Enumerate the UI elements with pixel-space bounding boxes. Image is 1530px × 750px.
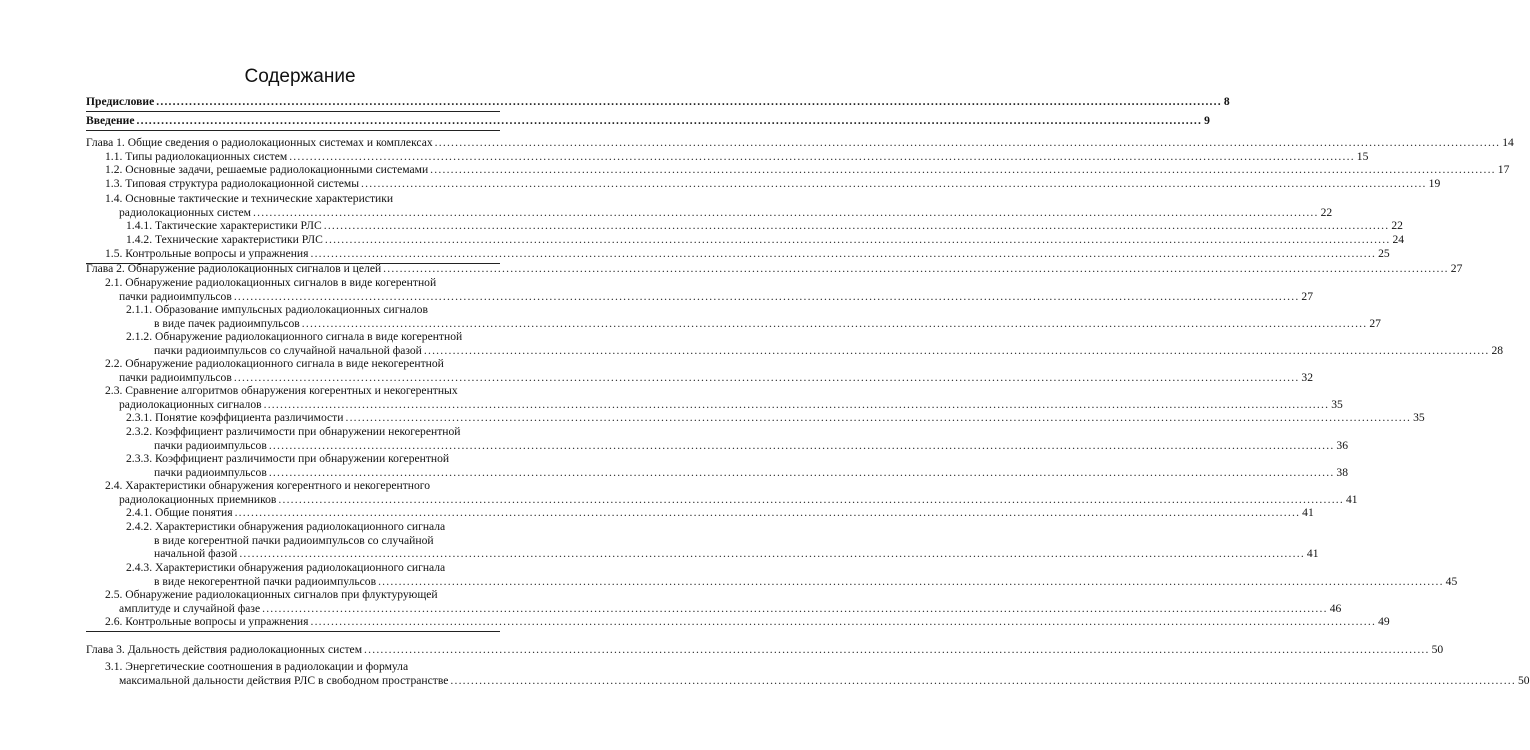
toc-entry-line [126, 452, 449, 466]
page-number: 15 [1356, 150, 1369, 163]
toc-entry-line [105, 163, 1510, 177]
toc-entry-line [154, 438, 1349, 453]
toc-entry-line [154, 547, 1319, 561]
toc-entry-text: 2.1.1. Образование импульсных радиолокационных сигналов [126, 303, 428, 316]
section-divider [86, 111, 500, 112]
page-number: 50 [1517, 673, 1530, 687]
toc-entry-text: 1.5. Контрольные вопросы и упражнения [105, 247, 309, 260]
toc-entry-line [119, 673, 1530, 688]
toc-entry-text: Введение [86, 114, 135, 127]
toc-entry-line [105, 150, 1369, 164]
dot-leader: .................................................................................................................................................................................................................................................................... [234, 506, 1301, 519]
toc-entry-text: 1.3. Типовая структура радиолокационной системы [105, 177, 360, 190]
dot-leader: .................................................................................................................................................................................................................................................................... [378, 574, 1444, 588]
page-number: 27 [1301, 289, 1314, 303]
toc-entry-line [105, 276, 436, 290]
toc-entry-line [154, 465, 1349, 480]
page-number: 49 [1378, 615, 1390, 628]
page-number: 8 [1223, 95, 1230, 108]
toc-entry-line [126, 330, 462, 344]
toc-entry-line [126, 561, 445, 575]
toc-entry-text: 2.1.2. Обнаружение радиолокационного сигнала в виде когерентной [126, 330, 463, 343]
toc-entry-text: радиолокационных приемников [119, 492, 277, 506]
toc-entry-line [105, 588, 438, 602]
toc-entry-line [105, 384, 458, 398]
toc-entry-text: 2.4.3. Характеристики обнаружения радиолокационного сигнала [126, 561, 446, 574]
toc-entry-text: 1.1. Типы радиолокационных систем [105, 150, 288, 163]
dot-leader: .................................................................................................................................................................................................................................................................... [450, 673, 1516, 687]
toc-entry-line [105, 479, 430, 493]
toc-entry-text: 2.4.1. Общие понятия [126, 506, 233, 519]
toc-entry-line [86, 643, 1444, 657]
toc-entry-line [126, 506, 1314, 520]
toc-entry-text: пачки радиоимпульсов [154, 465, 267, 479]
dot-leader: .................................................................................................................................................................................................................................................................... [278, 492, 1344, 506]
toc-entry-text: начальной фазой [154, 547, 238, 561]
page-number: 17 [1497, 163, 1510, 176]
page-number: 38 [1336, 465, 1349, 479]
toc-entry-text: в виде пачек радиоимпульсов [154, 316, 300, 330]
page-number: 41 [1345, 492, 1358, 506]
toc-entry-line [126, 411, 1425, 425]
toc-entry-text: 2.4. Характеристики обнаружения когерентного и некогерентного [105, 479, 431, 492]
toc-entry-line [119, 205, 1333, 220]
dot-leader: .................................................................................................................................................................................................................................................................... [262, 601, 1328, 615]
toc-entry-line [126, 520, 445, 534]
dot-leader: .................................................................................................................................................................................................................................................................... [430, 163, 1496, 176]
toc-entry-text: Глава 3. Дальность действия радиолокационных систем [86, 643, 363, 656]
toc-entry-line [126, 303, 428, 317]
toc-entry-text: 2.3. Сравнение алгоритмов обнаружения когерентных и некогерентных [105, 384, 458, 397]
toc-entry-text: 2.5. Обнаружение радиолокационных сигналов при флуктурующей [105, 588, 438, 601]
toc-entry-text: пачки радиоимпульсов [154, 438, 267, 452]
toc-entry-text: 2.3.1. Понятие коэффициента различимости [126, 411, 344, 424]
page-number: 19 [1428, 177, 1441, 190]
toc-entry-text: 1.4.1. Тактические характеристики РЛС [126, 219, 322, 232]
page-number: 22 [1391, 219, 1403, 232]
page-number: 25 [1378, 247, 1390, 260]
dot-leader: .................................................................................................................................................................................................................................................................... [434, 136, 1501, 149]
toc-entry-text: в виде некогерентной пачки радиоимпульсов [154, 574, 377, 588]
toc-entry-text: 1.4.2. Технические характеристики РЛС [126, 233, 323, 246]
dot-leader: .................................................................................................................................................................................................................................................................... [301, 316, 1368, 330]
toc-entry-line [105, 247, 1390, 261]
dot-leader: .................................................................................................................................................................................................................................................................... [233, 370, 1300, 384]
dot-leader: .................................................................................................................................................................................................................................................................... [239, 547, 1305, 561]
toc-entry-text: Предисловие [86, 95, 155, 108]
dot-leader: .................................................................................................................................................................................................................................................................... [263, 397, 1330, 411]
toc-entry-text: пачки радиоимпульсов [119, 370, 232, 384]
dot-leader: .................................................................................................................................................................................................................................................................... [310, 247, 1377, 260]
toc-entry-text: 2.3.2. Коэффициент различимости при обнаружении некогерентной [126, 425, 461, 438]
toc-entry-line [105, 660, 408, 674]
toc-entry-text: 3.1. Энергетические соотношения в радиолокации и формула [105, 660, 409, 673]
toc-entry-line [119, 601, 1342, 616]
page-number: 32 [1301, 370, 1314, 384]
toc-entry-text: Глава 1. Общие сведения о радиолокационных системах и комплексах [86, 136, 433, 149]
toc-entry-text: Глава 2. Обнаружение радиолокационных сигналов и целей [86, 262, 382, 275]
section-divider [86, 631, 500, 632]
page-number: 27 [1369, 316, 1381, 330]
page-number: 35 [1331, 397, 1343, 411]
dot-leader: .................................................................................................................................................................................................................................................................... [268, 438, 1335, 452]
page-number: 36 [1336, 438, 1349, 452]
dot-leader: .................................................................................................................................................................................................................................................................... [423, 343, 1490, 357]
page-number: 9 [1204, 114, 1210, 127]
page-number: 14 [1502, 136, 1514, 149]
dot-leader: .................................................................................................................................................................................................................................................................... [323, 219, 1390, 232]
page-number: 41 [1302, 506, 1314, 519]
toc-entry-line [119, 370, 1314, 385]
toc-entry-line [86, 136, 1514, 150]
page-number: 24 [1392, 233, 1405, 246]
page-number: 22 [1320, 205, 1333, 219]
dot-leader: .................................................................................................................................................................................................................................................................... [156, 95, 1222, 108]
toc-entry-text: амплитуде и случайной фазе [119, 601, 261, 615]
page-number: 27 [1450, 262, 1463, 275]
toc-entry-line [126, 233, 1405, 247]
toc-entry-line [154, 574, 1458, 589]
toc-entry-text: 2.4.2. Характеристики обнаружения радиолокационного сигнала [126, 520, 446, 533]
dot-leader: .................................................................................................................................................................................................................................................................... [268, 465, 1335, 479]
toc-entry-line [105, 177, 1441, 191]
dot-leader: .................................................................................................................................................................................................................................................................... [383, 262, 1449, 275]
dot-leader: .................................................................................................................................................................................................................................................................... [310, 615, 1377, 628]
dot-leader: .................................................................................................................................................................................................................................................................... [364, 643, 1430, 656]
dot-leader: .................................................................................................................................................................................................................................................................... [289, 150, 1355, 163]
dot-leader: .................................................................................................................................................................................................................................................................... [324, 233, 1391, 246]
toc-entry-text: 2.6. Контрольные вопросы и упражнения [105, 615, 309, 628]
dot-leader: .................................................................................................................................................................................................................................................................... [345, 411, 1412, 424]
toc-entry-line [154, 343, 1504, 358]
dot-leader: .................................................................................................................................................................................................................................................................... [233, 289, 1300, 303]
toc-entry-line [105, 357, 444, 371]
page-number: 28 [1491, 343, 1504, 357]
toc-entry-text: 1.2. Основные задачи, решаемые радиолокационными системами [105, 163, 429, 176]
toc-entry-text: 2.1. Обнаружение радиолокационных сигналов в виде когерентной [105, 276, 437, 289]
toc-entry-line [86, 114, 1210, 128]
toc-entry-line [126, 219, 1403, 233]
toc-entry-text: радиолокационных сигналов [119, 397, 262, 411]
toc-entry-line [86, 95, 1230, 109]
toc-entry-text: 2.3.3. Коэффициент различимости при обнаружении когерентной [126, 452, 450, 465]
toc-entry-line [86, 262, 1463, 276]
toc-entry-text: 1.4. Основные тактические и технические характеристики [105, 192, 394, 205]
toc-entry-text: пачки радиоимпульсов со случайной начальной фазой [154, 343, 422, 357]
page-number: 46 [1329, 601, 1342, 615]
page-number: 35 [1413, 411, 1425, 424]
page-number: 50 [1431, 643, 1444, 656]
toc-entry-line [119, 492, 1358, 507]
dot-leader: .................................................................................................................................................................................................................................................................... [136, 114, 1203, 127]
toc-entry-line [126, 425, 460, 439]
page-number: 45 [1445, 574, 1458, 588]
toc-entry-line [105, 615, 1390, 629]
dot-leader: .................................................................................................................................................................................................................................................................... [253, 205, 1319, 219]
toc-entry-text: максимальной дальности действия РЛС в свободном пространстве [119, 673, 449, 687]
toc-entry-text: 2.2. Обнаружение радиолокационного сигнала в виде некогерентной [105, 357, 444, 370]
toc-entry-line [105, 192, 393, 206]
toc-entry-text: пачки радиоимпульсов [119, 289, 232, 303]
toc-entry-line [154, 316, 1381, 331]
section-divider [86, 130, 500, 131]
page-title: Содержание [244, 66, 356, 87]
dot-leader: .................................................................................................................................................................................................................................................................... [361, 177, 1427, 190]
toc-entry-text: в виде когерентной пачки радиоимпульсов со случайной [154, 533, 434, 547]
toc-entry-line [119, 397, 1343, 412]
page-number: 41 [1306, 547, 1319, 561]
toc-entry-line [154, 534, 434, 548]
toc-entry-line [119, 289, 1314, 304]
toc-entry-text: радиолокационных систем [119, 205, 252, 219]
